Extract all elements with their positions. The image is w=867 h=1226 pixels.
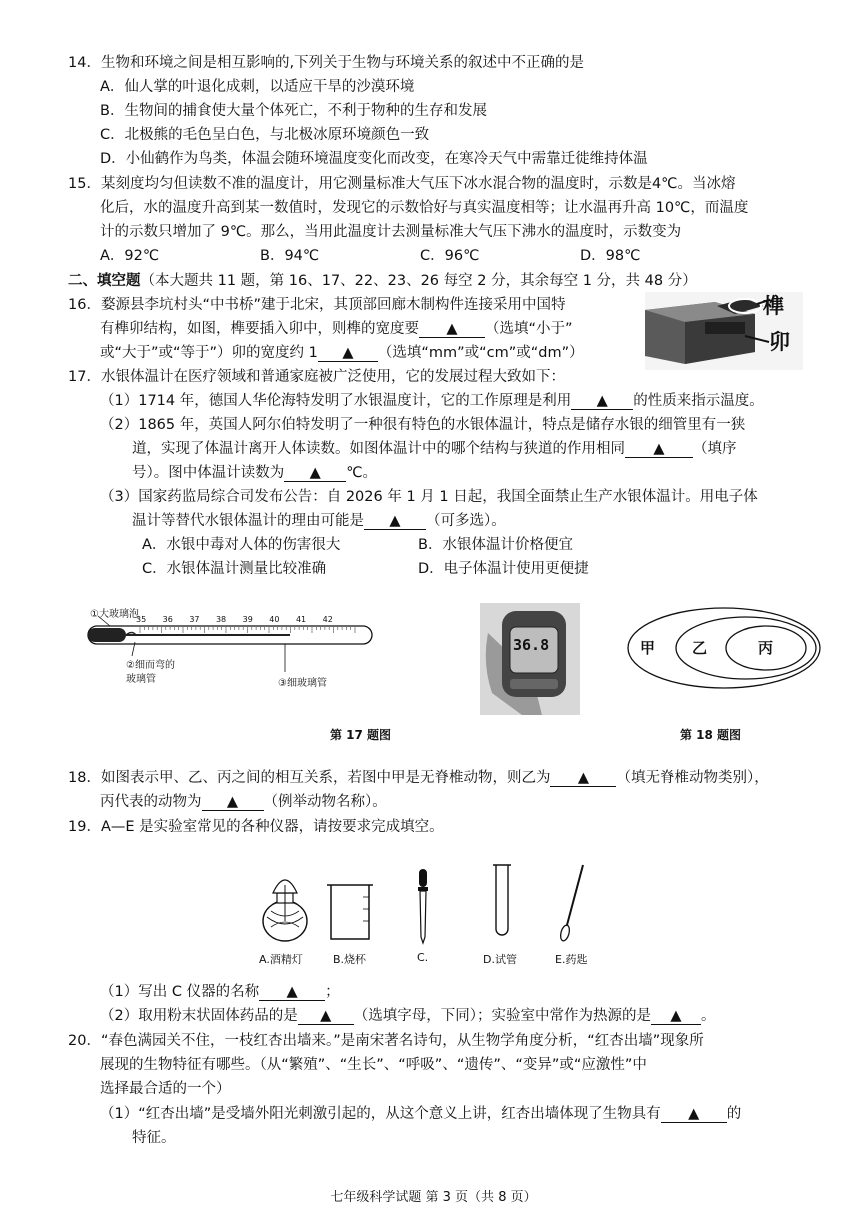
q14-option-a: A．仙人掌的叶退化成刺，以适应干旱的沙漠环境	[100, 79, 415, 95]
section-2-title: 二、填空题	[68, 273, 141, 289]
q17-blank-3[interactable]: ▲	[284, 465, 346, 482]
q16-text: 有榫卯结构，如图，榫要插入卯中，则榫的宽度要	[100, 321, 419, 337]
thermometer-figure	[80, 600, 380, 695]
q17-option-a: A．水银中毒对人体的伤害很大	[142, 537, 341, 553]
q18-blank-2[interactable]: ▲	[202, 794, 264, 811]
q18-text: （例举动物名称）。	[263, 794, 387, 810]
q19-text: （1）写出 C 仪器的名称	[100, 984, 260, 1000]
q19-blank-3[interactable]: ▲	[651, 1008, 701, 1025]
page-footer: 七年级科学试题 第 3 页（共 8 页）	[330, 1190, 537, 1205]
q17-text: 的性质来指示温度。	[633, 393, 764, 409]
q17-blank-4[interactable]: ▲	[364, 513, 426, 530]
q16-line3	[100, 343, 584, 363]
label-bing: 丙	[758, 639, 774, 657]
q14-option-b: B．生物间的捕食使大量个体死亡，不利于物种的生存和发展	[100, 103, 487, 119]
q14-option-c: C．北极熊的毛色呈白色，与北极冰原环境颜色一致	[100, 127, 430, 143]
q16-text: （选填“mm”或“cm”或“dm”）	[377, 345, 584, 361]
instrument-label-a: A.酒精灯	[259, 953, 303, 966]
electronic-thermometer-photo	[480, 603, 580, 715]
q17-blank-2[interactable]: ▲	[625, 441, 693, 458]
spatula-icon	[559, 865, 583, 942]
q15-option-c: C．96℃	[420, 248, 480, 264]
q18-text: 丙代表的动物为	[100, 794, 202, 810]
q17-text: 道，实现了体温计离开人体读数。如图体温计中的哪个结构与狭道的作用相同	[132, 441, 625, 457]
q16-blank-2[interactable]: ▲	[318, 345, 378, 362]
q20-part1-cont: 特征。	[132, 1130, 176, 1146]
q20-line1: 20．“春色满园关不住，一枝红杏出墙来。”是南宋著名诗句，从生物学角度分析，“红杏出墙”现象所	[68, 1033, 704, 1049]
scale-number: 36	[162, 615, 173, 624]
q18-text: 18．如图表示甲、乙、丙之间的相互关系，若图中甲是无脊椎动物，则乙为	[68, 770, 551, 786]
q18-line1	[68, 768, 769, 788]
q17-part2-line3	[132, 463, 377, 483]
q17-part3-line2	[132, 511, 506, 531]
q18-text: （填无脊椎动物类别），	[616, 770, 769, 786]
beaker-icon	[327, 885, 373, 939]
q16-line2	[100, 319, 573, 339]
q20-part1	[100, 1104, 741, 1124]
lab-instruments	[255, 855, 605, 970]
scale-number: 41	[295, 615, 307, 624]
fig18-caption: 第 18 题图	[680, 728, 742, 742]
q17-part2-line2	[132, 439, 737, 459]
q20-text: （1）“红杏出墙”是受墙外阳光刺激引起的，从这个意义上讲，红杏出墙体现了生物具有	[100, 1106, 661, 1122]
q15-option-b: B．94℃	[260, 248, 320, 264]
q18-line2	[100, 792, 387, 812]
thermometer-display: 36.8	[513, 636, 550, 654]
instrument-label-d: D.试管	[483, 953, 517, 966]
alcohol-lamp-icon	[263, 880, 307, 941]
dropper-icon	[418, 869, 428, 943]
instrument-label-b: B.烧杯	[333, 953, 367, 966]
q20-line3: 选择最合适的一个）	[100, 1081, 231, 1097]
q19-part1	[100, 982, 340, 1002]
scale-number: 38	[215, 615, 227, 624]
fig18-diagram	[624, 605, 824, 691]
mortise-label: 卯	[769, 330, 790, 354]
q17-text: （1）1714 年，德国人华伦海特发明了水银温度计，它的工作原理是利用	[100, 393, 572, 409]
q20-text: 的	[726, 1106, 742, 1122]
tenon-mortise-photo	[645, 292, 803, 370]
label-yi: 乙	[692, 639, 708, 657]
q17-part3-line1: （3）国家药监局综合司发布公告：自 2026 年 1 月 1 日起，我国全面禁止生产水银体温计。用电子体	[100, 489, 758, 505]
test-tube-icon	[493, 865, 511, 935]
scale-number: 42	[322, 615, 333, 624]
q18-blank-1[interactable]: ▲	[550, 770, 616, 787]
thermometer-label-bulb: ①大玻璃泡	[90, 609, 139, 620]
instrument-label-e: E.药匙	[555, 953, 588, 966]
q20-blank-1[interactable]: ▲	[661, 1106, 727, 1123]
q19-part2	[100, 1006, 715, 1026]
thermometer-label-tube: ③细玻璃管	[278, 678, 327, 689]
q17-option-b: B．水银体温计价格便宜	[418, 537, 573, 553]
scale-number: 35	[136, 615, 147, 624]
thermometer-label-bend-2: 玻璃管	[126, 674, 156, 685]
section-2-heading	[68, 271, 697, 291]
q19-text: （选填字母，下同）；实验室中常作为热源的是	[353, 1008, 651, 1024]
instrument-label-c: C.	[417, 951, 429, 964]
q19-stem: 19．A—E 是实验室常见的各种仪器，请按要求完成填空。	[68, 819, 444, 835]
q15-option-d: D．98℃	[580, 248, 641, 264]
q19-text: （2）取用粉末状固体药品的是	[100, 1008, 298, 1024]
q17-option-d: D．电子体温计使用更便捷	[418, 561, 589, 577]
q15-line1: 15．某刻度均匀但读数不准的温度计，用它测量标准大气压下冰水混合物的温度时，示数是4℃。当冰熔	[68, 176, 736, 192]
q17-text: 温计等替代水银体温计的理由可能是	[132, 513, 364, 529]
q14-stem: 14．生物和环境之间是相互影响的,下列关于生物与环境关系的叙述中不正确的是	[68, 55, 585, 71]
section-2-desc: （本大题共 11 题，第 16、17、22、23、26 每空 2 分，其余每空 1 分，共 48 分）	[140, 273, 697, 289]
q14-option-d: D．小仙鹤作为鸟类，体温会随环境温度变化而改变，在寒冷天气中需靠迁徙维持体温	[100, 151, 648, 167]
q15-line2: 化后，水的温度升高到某一数值时，发现它的示数恰好与真实温度相等；让水温再升高 10℃，而温度	[100, 200, 749, 216]
scale-number: 37	[189, 615, 200, 624]
scale-number: 40	[269, 615, 280, 624]
q15-option-a: A．92℃	[100, 248, 160, 264]
q19-text: 。	[700, 1008, 716, 1024]
q17-part1	[100, 391, 764, 411]
q17-text: ℃。	[346, 465, 378, 481]
q17-stem: 17．水银体温计在医疗领域和普通家庭被广泛使用，它的发展过程大致如下：	[68, 369, 565, 385]
tenon-label: 榫	[763, 294, 784, 318]
q17-part2-line1: （2）1865 年，英国人阿尔伯特发明了一种很有特色的水银体温计，特点是储存水银的细管里有一狭	[100, 417, 746, 433]
q16-text: （选填“小于”	[485, 321, 573, 337]
q17-blank-1[interactable]: ▲	[571, 393, 633, 410]
q17-text: （填序	[693, 441, 737, 457]
label-jia: 甲	[640, 639, 656, 657]
q17-option-c: C．水银体温计测量比较准确	[142, 561, 327, 577]
q19-text: ；	[325, 984, 340, 1000]
q19-blank-2[interactable]: ▲	[298, 1008, 354, 1025]
thermometer-label-bend: ②细而弯的	[126, 660, 175, 671]
q20-line2: 展现的生物特征有哪些。（从“繁殖”、“生长”、“呼吸”、“遗传”、“变异”或“应激性”中	[100, 1057, 647, 1073]
scale-number: 39	[242, 615, 253, 624]
q17-text: （可多选）。	[426, 513, 506, 529]
fig17-caption: 第 17 题图	[330, 728, 392, 742]
instruments-drawing	[255, 855, 605, 950]
q16-line1: 16．婺源县李坑村头“中书桥”建于北宋，其顶部回廊木制构件连接采用中国特	[68, 297, 566, 313]
q16-text: 或“大于”或“等于”）卯的宽度约 1	[100, 345, 318, 361]
q17-text: 号）。图中体温计读数为	[132, 465, 285, 481]
q16-blank-1[interactable]: ▲	[419, 321, 485, 338]
q15-line3: 计的示数只增加了 9℃。那么，当用此温度计去测量标准大气压下沸水的温度时，示数变为	[100, 224, 682, 240]
q19-blank-1[interactable]: ▲	[259, 984, 325, 1001]
